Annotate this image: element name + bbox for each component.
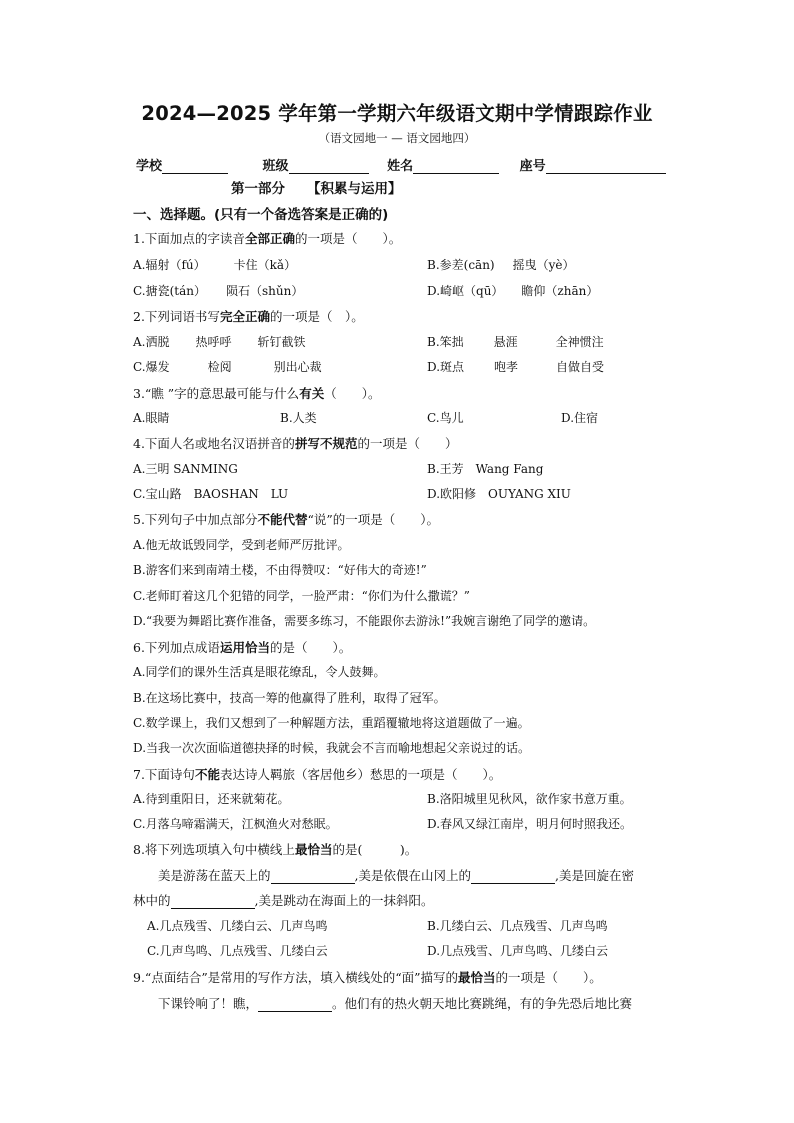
q4-option-c[interactable]: C.宝山路 BAOSHAN LU: [133, 487, 289, 501]
q8-option-c[interactable]: C.几声鸟鸣、几点残雪、几缕白云: [147, 944, 328, 958]
q8-option-b[interactable]: B.几缕白云、几点残雪、几声鸟鸣: [427, 919, 608, 933]
question-6: 6.下列加点成语运用恰当的是（ ）。: [133, 640, 352, 655]
q1-option-b[interactable]: B.参差(cān) 摇曳（yè）: [427, 258, 575, 272]
question-9: 9.“点面结合”是常用的写作方法，填入横线处的“面”描写的最恰当的一项是（ ）。: [133, 970, 602, 985]
q1-option-c[interactable]: C.搪瓷(tán） 陨石（shǔn）: [133, 284, 304, 298]
q7-option-c[interactable]: C.月落乌啼霜满天，江枫渔火对愁眠。: [133, 817, 338, 831]
q6-option-d[interactable]: D.当我一次次面临道德抉择的时候，我就会不言而喻地想起父亲说过的话。: [133, 741, 531, 755]
q8-option-d[interactable]: D.几点残雪、几声鸟鸣、几缕白云: [427, 944, 609, 958]
q4-option-a[interactable]: A.三明 SANMING: [133, 462, 238, 476]
student-info-row: [136, 155, 676, 174]
q6-option-c[interactable]: C.数学课上，我们又想到了一种解题方法，重蹈覆辙地将这道题做了一遍。: [133, 716, 530, 730]
q7-option-b[interactable]: B.洛阳城里见秋风，欲作家书意万重。: [427, 792, 632, 806]
q4-option-d[interactable]: D.欧阳修 OUYANG XIU: [427, 487, 571, 501]
school-field[interactable]: 学校: [136, 155, 228, 174]
q8-sentence-line2: 林中的 ,美是跳动在海面上的一抹斜阳。: [133, 893, 434, 908]
question-8: 8.将下列选项填入句中横线上最恰当的是( )。: [133, 842, 418, 857]
q4-option-b[interactable]: B.王芳 Wang Fang: [427, 462, 544, 476]
q6-option-b[interactable]: B.在这场比赛中，技高一筹的他赢得了胜利，取得了冠军。: [133, 691, 446, 705]
q3-option-a[interactable]: A.眼睛: [133, 411, 170, 425]
q8-blank-2[interactable]: [471, 869, 555, 884]
q7-option-a[interactable]: A.待到重阳日，还来就菊花。: [133, 792, 290, 806]
question-7: 7.下面诗句不能表达诗人羁旅（客居他乡）愁思的一项是（ ）。: [133, 767, 502, 782]
q6-option-a[interactable]: A.同学们的课外生活真是眼花缭乱，令人鼓舞。: [133, 665, 386, 679]
q5-option-c[interactable]: C.老师盯着这几个犯错的同学，一脸严肃：“你们为什么撒谎？”: [133, 589, 470, 603]
class-field[interactable]: 班级: [263, 155, 369, 174]
q1-option-d[interactable]: D.崎岖（qū） 瞻仰（zhān）: [427, 284, 599, 298]
q2-option-c[interactable]: C.爆发 检阅 别出心裁: [133, 360, 322, 374]
section-heading: 一、选择题。(只有一个备选答案是正确的): [133, 207, 389, 223]
q2-option-b[interactable]: B.笨拙 悬涯 全神惯注: [427, 335, 604, 349]
question-4: 4.下面人名或地名汉语拼音的拼写不规范的一项是（ ）: [133, 436, 458, 451]
q9-blank[interactable]: [258, 997, 332, 1012]
q2-option-d[interactable]: D.斑点 咆孝 自做自受: [427, 360, 605, 374]
q9-sentence: 下课铃响了！瞧， 。他们有的热火朝天地比赛跳绳，有的争先恐后地比赛: [158, 996, 633, 1011]
exam-title: 2024—2025 学年第一学期六年级语文期中学情跟踪作业: [141, 102, 653, 125]
q1-option-a[interactable]: A.辐射（fú） 卡住（kǎ）: [133, 258, 297, 272]
q3-option-d[interactable]: D.住宿: [561, 411, 599, 425]
part-heading: 第一部分 【积累与运用】: [231, 181, 402, 197]
q5-option-d[interactable]: D.“我要为舞蹈比赛作准备，需要多练习，不能跟你去游泳!”我婉言谢绝了同学的邀请。: [133, 614, 596, 628]
q5-option-a[interactable]: A.他无故诋毁同学，受到老师严厉批评。: [133, 538, 350, 552]
q8-blank-1[interactable]: [271, 869, 355, 884]
q3-option-b[interactable]: B.人类: [280, 411, 317, 425]
question-1: 1.下面加点的字读音全部正确的一项是（ ）。: [133, 231, 402, 246]
q7-option-d[interactable]: D.春风又绿江南岸，明月何时照我还。: [427, 817, 633, 831]
q2-option-a[interactable]: A.洒脱 热呼呼 斩钉截铁: [133, 335, 306, 349]
q3-option-c[interactable]: C.鸟儿: [427, 411, 464, 425]
name-field[interactable]: 姓名: [387, 155, 499, 174]
exam-subtitle: （语文园地一 — 语文园地四）: [318, 131, 476, 145]
question-5: 5.下列句子中加点部分不能代替“说”的一项是（ ）。: [133, 512, 439, 527]
q8-blank-3[interactable]: [171, 894, 255, 909]
q8-option-a[interactable]: A.几点残雪、几缕白云、几声鸟鸣: [147, 919, 328, 933]
seat-field[interactable]: 座号: [520, 155, 666, 174]
q8-sentence-line1: 美是游荡在蓝天上的 ,美是依偎在山冈上的 ,美是回旋在密: [158, 868, 634, 883]
question-3: 3.“瞧 ”字的意思最可能与什么有关（ ）。: [133, 386, 381, 401]
question-2: 2.下列词语书写完全正确的一项是（ ）。: [133, 309, 364, 324]
q5-option-b[interactable]: B.游客们来到南靖土楼，不由得赞叹：“好伟大的奇迹!”: [133, 563, 427, 577]
